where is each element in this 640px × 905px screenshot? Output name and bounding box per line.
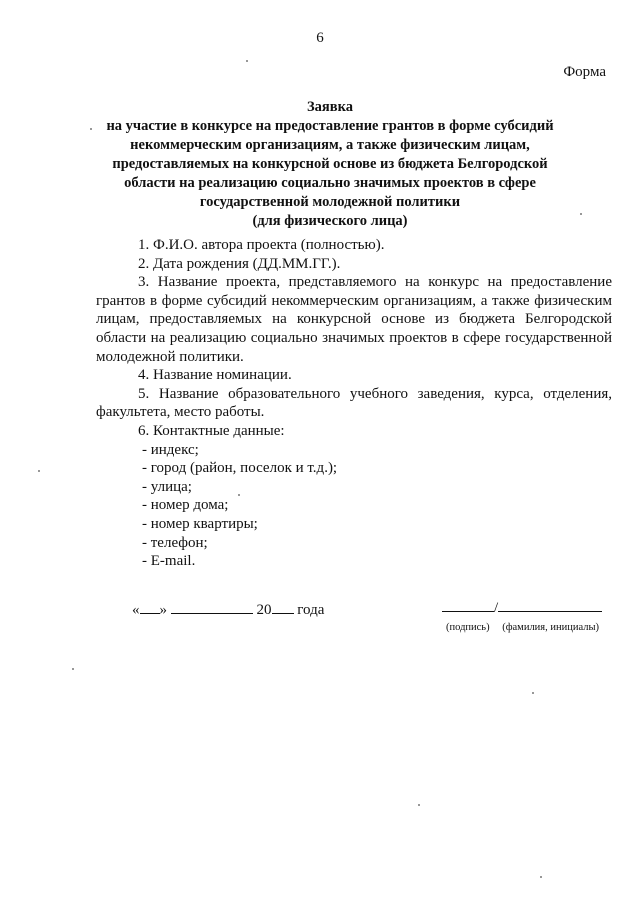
scan-speck <box>246 60 248 62</box>
title-line: Заявка <box>307 99 353 115</box>
signature-blank <box>442 598 494 612</box>
title-line: (для физического лица) <box>252 213 408 229</box>
scan-speck <box>72 668 74 670</box>
contact-index: - индекс; <box>142 441 199 458</box>
item-institution: 5. Название образовательного учебного заведения, курса, отделения, факультета, место работы. <box>96 385 612 421</box>
contact-apartment: - номер квартиры; <box>142 515 258 532</box>
caption-signature: (подпись) <box>446 622 490 633</box>
title-line: на участие в конкурсе на предоставление грантов в форме субсидий <box>106 118 554 134</box>
scan-speck <box>540 876 542 878</box>
contact-city: - город (район, поселок и т.д.); <box>142 460 338 477</box>
scan-speck <box>238 494 240 496</box>
item-project-name: 3. Название проекта, представляемого на конкурс на предоставление грантов в форме субсидий некоммерческим организациям, а также физическим лицам, предоставляемых на конкурсной основе из бюджета Белгородской области на реализацию социально значимых проектов в сфере государственной молодежной политики. <box>96 274 612 365</box>
title-line: государственной молодежной политики <box>199 194 461 210</box>
page-number: 6 <box>316 30 324 46</box>
year-blank <box>272 600 294 614</box>
item-nomination: 4. Название номинации. <box>138 367 292 384</box>
date-field <box>132 600 324 619</box>
item-birth-date: 2. Дата рождения (ДД.ММ.ГГ.). <box>138 255 341 272</box>
application-title <box>92 98 568 231</box>
day-blank <box>140 600 160 614</box>
caption-name: (фамилия, инициалы) <box>502 622 600 633</box>
item-contacts: 6. Контактные данные: <box>138 422 285 439</box>
title-line: предоставляемых на конкурсной основе из бюджета Белгородской <box>112 156 548 172</box>
title-line: некоммерческим организациям, а также физическим лицам, <box>130 137 530 153</box>
year-prefix: 20 <box>256 602 272 618</box>
scan-speck <box>90 128 92 130</box>
date-close-quote: » <box>159 602 167 618</box>
month-blank <box>171 600 253 614</box>
item-author-name: 1. Ф.И.О. автора проекта (полностью). <box>138 237 385 253</box>
form-label: Форма <box>563 64 606 80</box>
signature-captions <box>446 622 599 633</box>
contact-house: - номер дома; <box>142 497 229 514</box>
contact-street: - улица; <box>142 478 192 495</box>
date-open-quote: « <box>132 602 140 618</box>
scan-speck <box>418 804 420 806</box>
title-line: области на реализацию социально значимых проектов в сфере <box>124 175 536 191</box>
name-blank <box>498 598 602 612</box>
scan-speck <box>532 692 534 694</box>
contact-phone: - телефон; <box>142 534 208 551</box>
signature-slash: / <box>494 600 499 616</box>
application-items <box>96 236 612 571</box>
contact-email: - E-mail. <box>142 553 196 570</box>
signature-field <box>442 598 602 617</box>
scan-speck <box>38 470 40 472</box>
year-suffix: года <box>297 602 325 618</box>
scan-speck <box>580 213 582 215</box>
